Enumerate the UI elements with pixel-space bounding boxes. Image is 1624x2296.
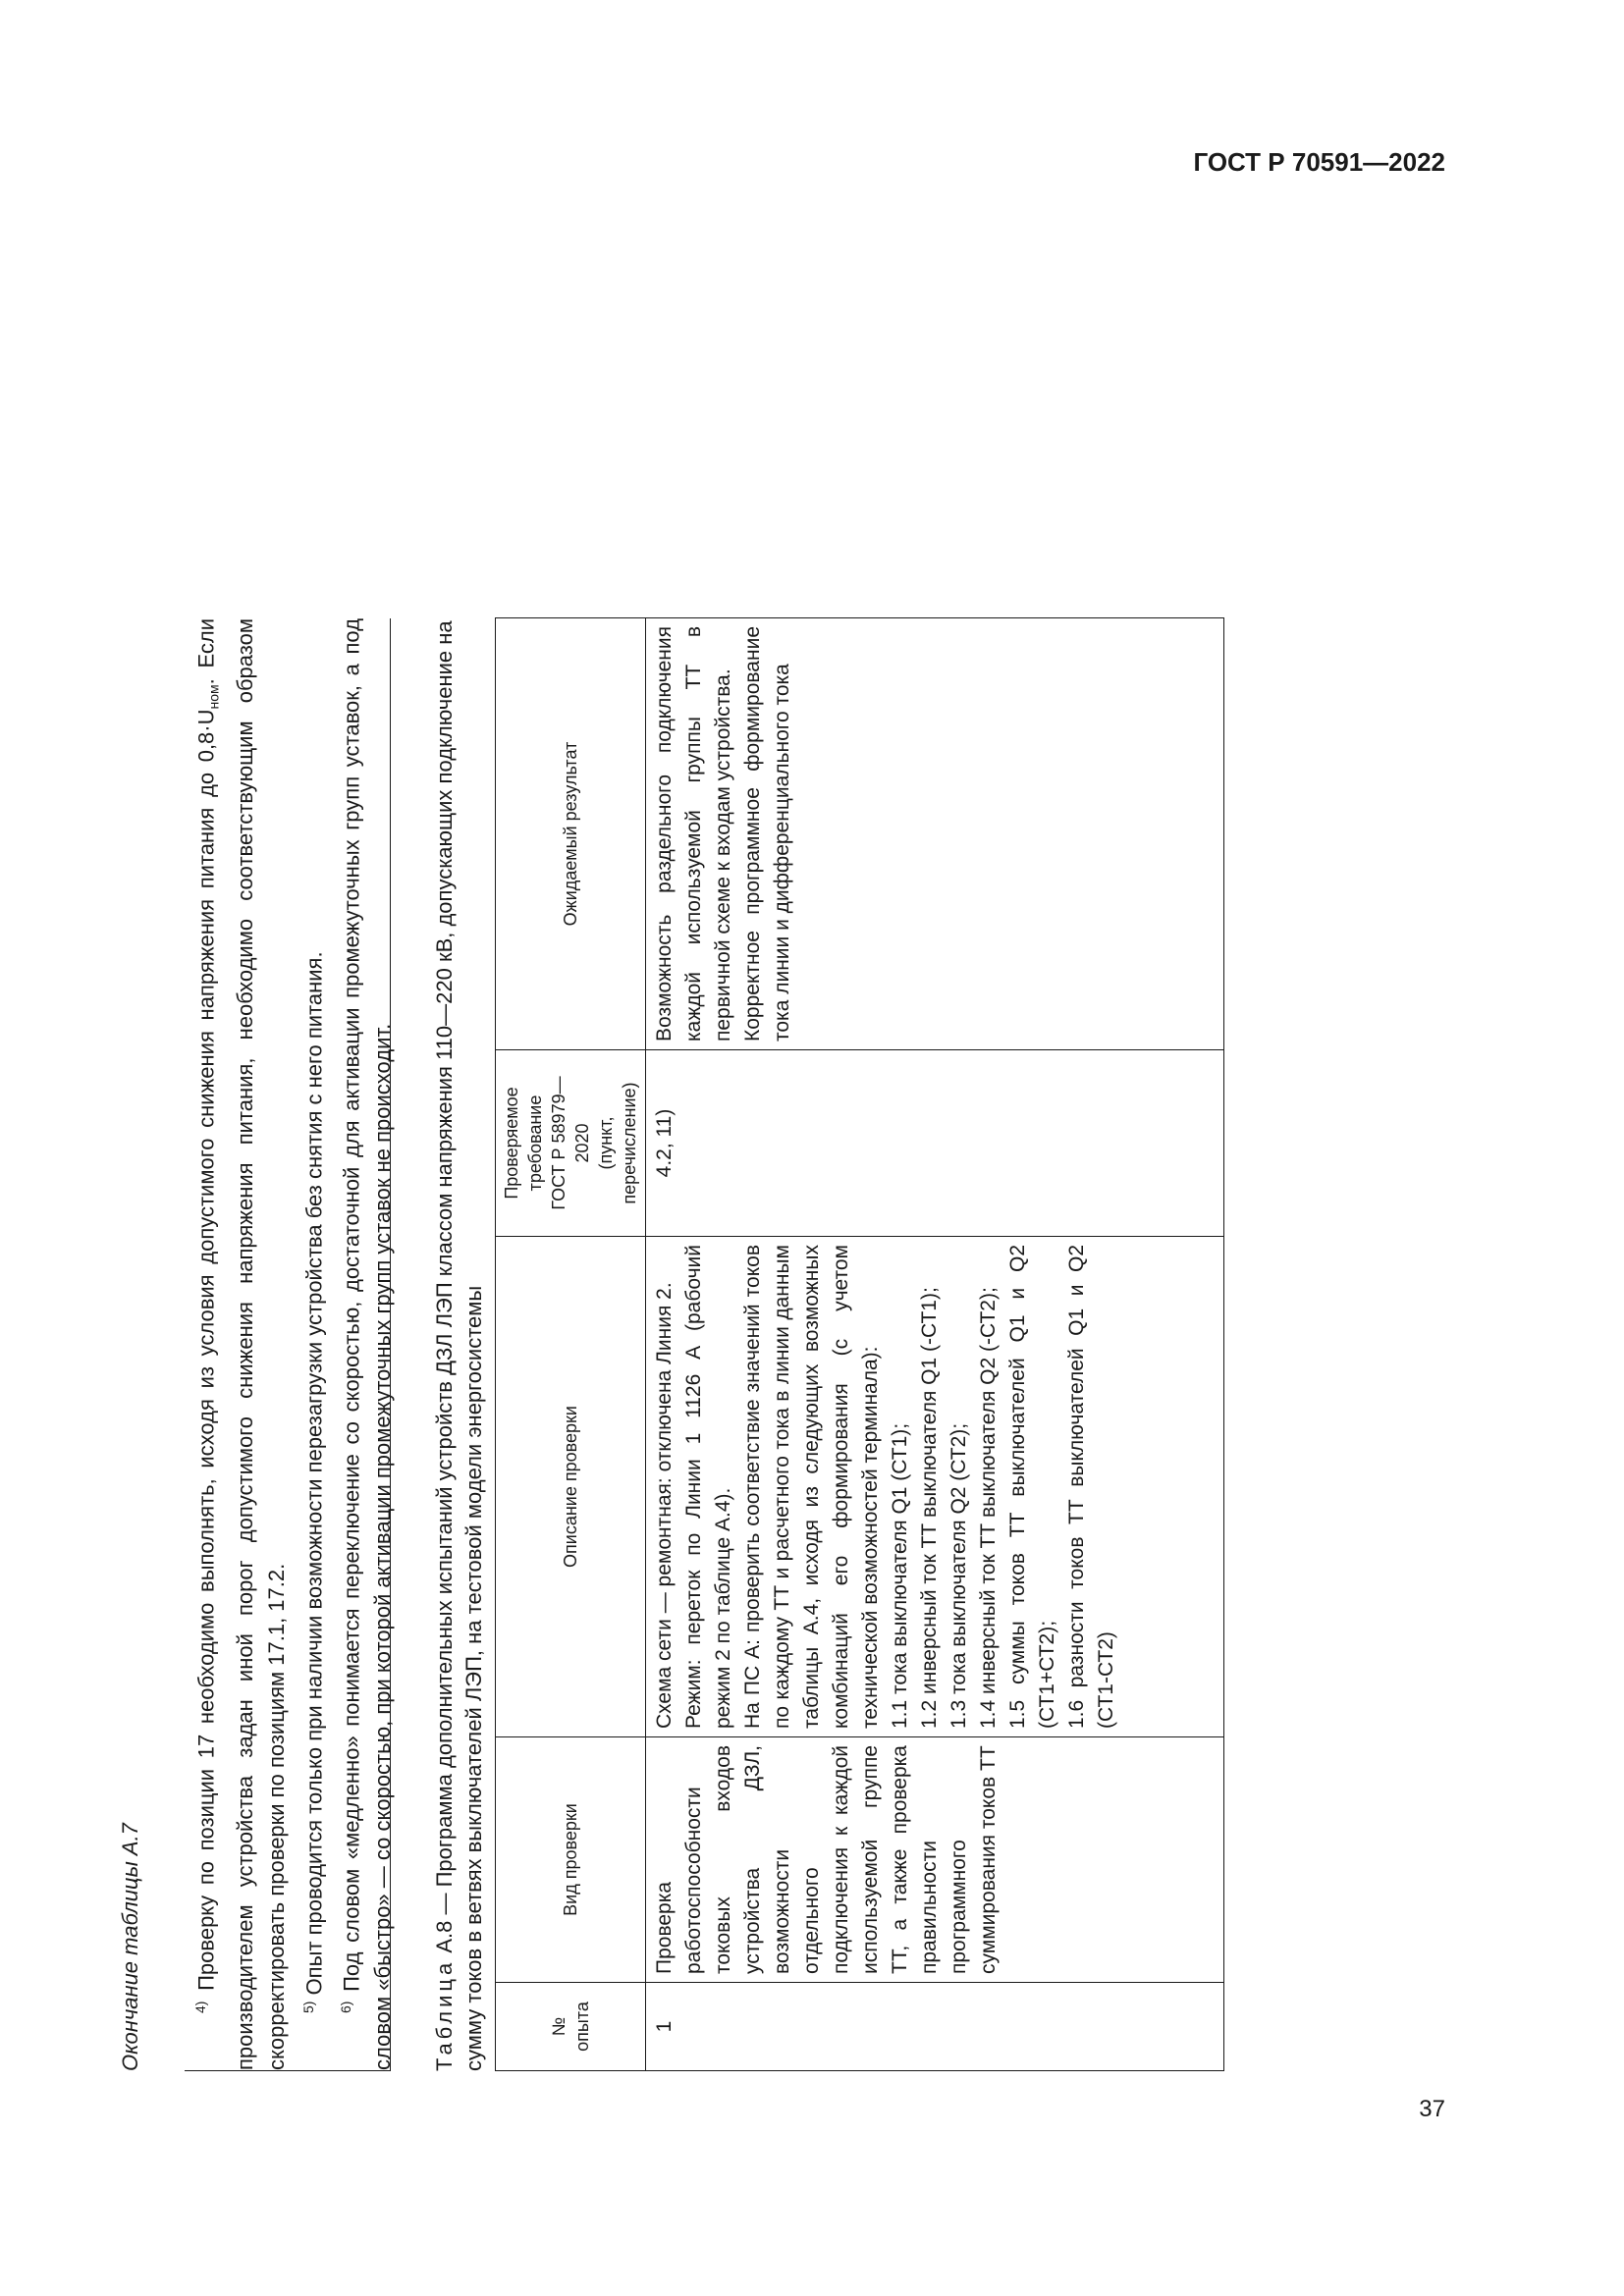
note-4-text-b: . Если производителем устройства задан иной порог допустимого снижения напряжения питания, необходимо соответствующим образом скорректировать проверки по позициям 17.1, 17.2. xyxy=(193,618,289,2070)
table-caption xyxy=(430,618,489,2071)
table-caption-text: А.8 — Программа дополнительных испытаний устройств ДЗЛ ЛЭП классом напряжения 110—220 кВ, допускающих подключение на сумму токов в ветвях выключателей ЛЭП, на тестовой модели энергосистемы xyxy=(432,620,486,2071)
header-result: Ожидаемый результат xyxy=(496,618,646,1050)
note-5-mark: 5) xyxy=(299,2001,316,2013)
header-type: Вид проверки xyxy=(496,1737,646,1983)
note-6-mark: 6) xyxy=(338,2001,354,2013)
rotated-content xyxy=(118,216,1117,2071)
cell-desc: Схема сети — ремонтная: отключена Линия 2. Режим: переток по Линии 1 1126 А (рабочий режим 2 по таблице А.4). На ПС А: проверить соответствие значений токов по каждому ТТ и расчетного тока в линии данным таблицы А.4, исходя из следующих возможных комбинаций его формирования (с учетом технической возможностей терминала): 1.1 тока выключателя Q1 (СТ1); 1.2 инверсный ток ТТ выключателя Q1 (-СТ1); 1.3 тока выключателя Q2 (СТ2); 1.4 инверсный ток ТТ выключателя Q2 (-СТ2); 1.5 суммы токов ТТ выключателей Q1 и Q2 (СТ1+СТ2); 1.6 разности токов ТТ выключателей Q1 и Q2 (СТ1-СТ2) xyxy=(646,1237,1224,1737)
header-requirement: Проверяемое требование ГОСТ Р 58979—2020 (пункт, перечисление) xyxy=(496,1050,646,1237)
continuation-label: Окончание таблицы А.7 xyxy=(118,1823,142,2071)
test-program-table xyxy=(495,617,1224,2071)
cell-num: 1 xyxy=(646,1983,1224,2071)
cell-result: Возможность раздельного подключения каждой используемой группы ТТ в первичной схеме к входам устройства. Корректное программное формирование тока линии и дифференциального тока xyxy=(646,618,1224,1050)
table-row xyxy=(646,618,1224,2071)
note-4-mark: 4) xyxy=(192,2001,208,2013)
cell-requirement: 4.2, 11) xyxy=(646,1050,1224,1237)
header-desc: Описание проверки xyxy=(496,1237,646,1737)
table-notes xyxy=(185,618,396,2071)
note-4 xyxy=(185,618,293,2070)
page-number: 37 xyxy=(1419,2096,1445,2122)
cell-type: Проверка работоспособности токовых входов устройства ДЗЛ, возможности отдельного подключения к каждой используемой группе ТТ, а также проверка правильности программного суммирования токов ТТ xyxy=(646,1737,1224,1983)
note-6-text: Под словом «медленно» понимается переключение со скоростью, достаточной для активации промежуточных групп уставок, а под словом «быстро» — со скоростью, при которой активации промежуточных групп уставок не происходит. xyxy=(339,618,396,2070)
table-header-row xyxy=(496,618,646,2071)
standard-number: ГОСТ Р 70591—2022 xyxy=(1193,147,1445,177)
note-4-sub: ном xyxy=(205,684,222,710)
note-5 xyxy=(293,618,330,2070)
header-num: № опыта xyxy=(496,1983,646,2071)
note-5-text: Опыт проводится только при наличии возможности перезагрузки устройства без снятия с него питания. xyxy=(301,951,327,2002)
table-caption-prefix: Таблица xyxy=(432,1958,457,2071)
note-4-text-a: Проверку по позиции 17 необходимо выполнять, исходя из условия допустимого снижения напряжения питания до 0,8·U xyxy=(193,709,219,2002)
note-6 xyxy=(330,618,399,2070)
